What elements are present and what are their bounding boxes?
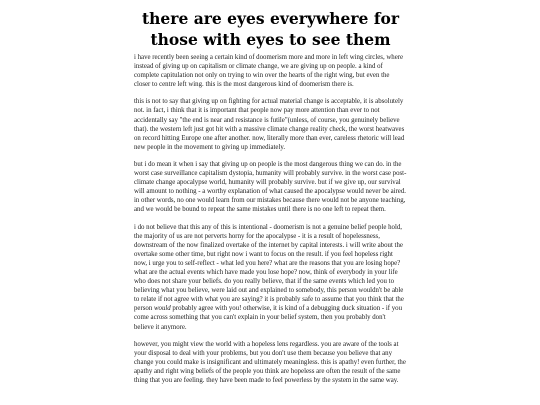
- paragraph-text: however, you might view the world with a hopeless lens regardless. you are aware of the tools at your disposal to deal with your problems, but you don't use them because you believe that any change you could make is insignificant and ultimately meaningless. this is apathy! even further, the apathy and right wing beliefs of the people you think are hopeless are often the result of the same thing that you are feeling. they have been made to feel powerless by the system in the same way.: [134, 340, 406, 384]
- article-body: [134, 53, 407, 385]
- paragraph-text: probably agree with you! otherwise, it is kind of a debugging duck situation - if you come across something that you can't explain in your belief system, then you probably don't believe it anymore.: [134, 305, 403, 331]
- article-title: there are eyes everywhere for those with eyes to see them: [141, 9, 399, 49]
- paragraph-4: [134, 223, 407, 332]
- paragraph-1: [134, 53, 407, 89]
- paragraph-5: [134, 340, 407, 385]
- paragraph-text: this is not to say that giving up on fighting for actual material change is acceptable, it is absolutely not. in fact, i think that it is important that people now pay more attention than ever to not accidentally say "the end is near and resistance is futile"(unless, of course, you genuinely believe that). the western left just got hit with a massive climate change reality check, the worst heatwaves on record hitting Europe one after another. now, literally more than ever, careless rhetoric will lead new people in the movement to giving up immediately.: [134, 98, 405, 151]
- article: [134, 8, 407, 393]
- paragraph-3: [134, 160, 407, 215]
- paragraph-text: but i do mean it when i say that giving up on people is the most dangerous thing we can do. in the worst case surveillance capitalism dystopia, humanity will probably survive. in the worst case post-climate change apocalypse world, humanity will probably survive. but if we give up, our survival will amount to nothing - a worthy explanation of what caused the apocalypse would never be aired. in other words, no one would learn from our mistakes because there would not be anyone teaching, and we would be bound to repeat the same mistakes until there is no one left to repeat them.: [134, 160, 407, 214]
- paragraph-2: [134, 97, 407, 152]
- emphasis-would: would: [153, 305, 171, 313]
- paragraph-text: i do not believe that this any of this is intentional - doomerism is not a genuine belief people hold, the majority of us are not perverts horny for the apocalypse - it is a result of hopelessness, downstream of the now finalized overtake of the internet by capital interests. i will write about the overtake some other time, but right now i want to focus on the result. if you feel hopeless right now, i urge you to self-reflect - what led you here? what are the reasons that you are losing hope? what are the actual events which have made you lose hope? now, think of everybody in your life who does not share your beliefs. do you really believe, that if the same events which led you to believing what you believe, were laid out and explained to somebody, this person wouldn't be able to relate if not agree with what you are saying? it is probably safe to assume that you think that the person: [134, 223, 404, 313]
- paragraph-text: i have recently been seeing a certain kind of doomerism more and more in left wing circles, where instead of giving up on capitalism or climate change, we are giving up on people. a kind of complete capitulation not only on trying to win over the hearts of the right wing, but even the closer to centre left wing. this is the most dangerous kind of doomerism there is.: [134, 54, 404, 89]
